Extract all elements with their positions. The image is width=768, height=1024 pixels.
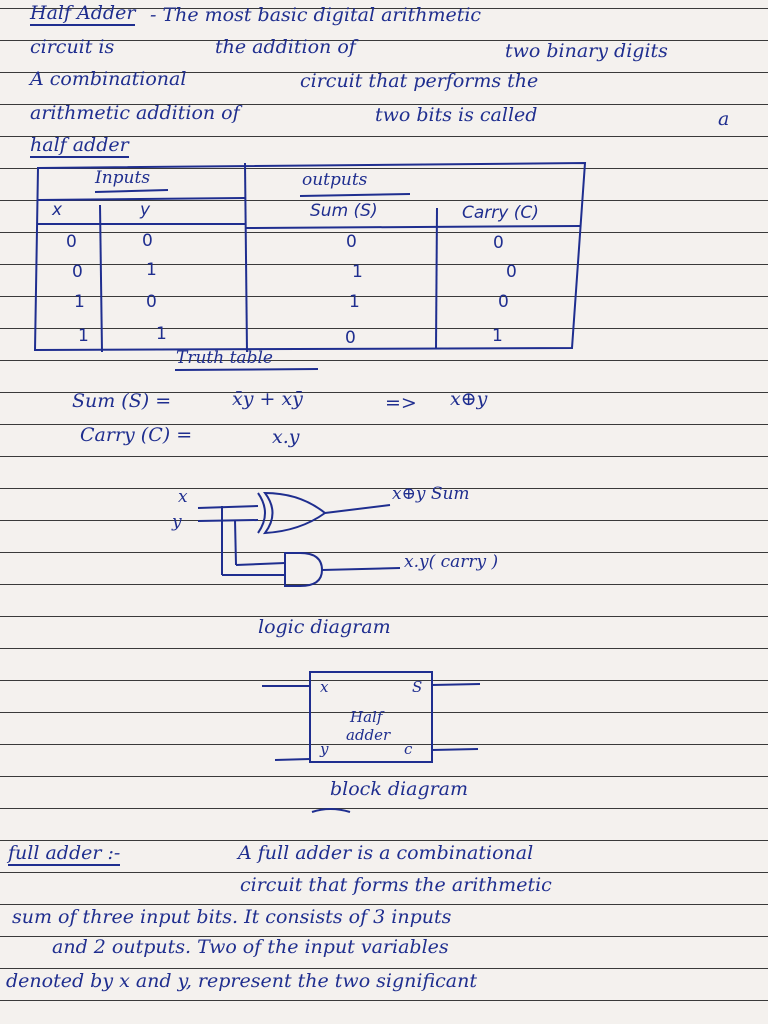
- row2-x: 0: [72, 262, 83, 282]
- xor-gate-extra-arc: [258, 493, 265, 533]
- row1-sum: 0: [346, 232, 357, 252]
- header-rule-right: [246, 226, 580, 228]
- header-y: y: [140, 200, 151, 220]
- row2-sum: 1: [352, 262, 363, 282]
- and-gate: [285, 553, 322, 586]
- inputs-label-underline: [95, 190, 168, 192]
- logic-input-x: x: [178, 487, 188, 507]
- half-adder-line2b: the addition of: [215, 36, 356, 58]
- half-adder-line4a: arithmetic addition of: [30, 102, 240, 124]
- row3-sum: 1: [349, 292, 360, 312]
- block-diagram-caption: block diagram: [330, 778, 469, 800]
- block-label-y: y: [320, 740, 329, 758]
- sum-equation-rhs: x̄y + xȳ: [232, 388, 303, 410]
- full-adder-line1: A full adder is a combinational: [238, 842, 534, 864]
- row3-y: 0: [146, 292, 157, 312]
- header-sum: Sum (S): [310, 201, 378, 221]
- half-adder-heading: Half Adder: [30, 2, 136, 24]
- carry-equation-rhs: x.y: [272, 426, 300, 448]
- truth-table-caption: Truth table: [176, 348, 273, 368]
- outputs-group-label: outputs: [302, 170, 368, 190]
- half-adder-line4b: two bits is called: [375, 104, 538, 126]
- block-out-c: [432, 749, 478, 750]
- truth-table-output-divider: [436, 208, 437, 348]
- block-label-c: c: [404, 740, 413, 758]
- wire-sum-out: [325, 505, 390, 513]
- logic-diagram-caption: logic diagram: [258, 616, 391, 638]
- half-adder-line1: - The most basic digital arithmetic: [150, 4, 482, 26]
- header-x: x: [52, 200, 63, 220]
- carry-equation-lhs: Carry (C) =: [80, 424, 193, 446]
- block-out-s: [432, 684, 480, 685]
- logic-input-y: y: [172, 512, 182, 532]
- full-adder-heading: full adder :-: [8, 842, 121, 864]
- row1-carry: 0: [493, 233, 504, 253]
- block-label-half: Half: [350, 708, 383, 726]
- truth-table-caption-underline: [175, 369, 318, 370]
- full-adder-line5: denoted by x and y, represent the two significant: [6, 970, 477, 992]
- header-carry: Carry (C): [462, 203, 539, 223]
- full-adder-line3: sum of three input bits. It consists of 3 inputs: [12, 906, 452, 928]
- full-adder-line4: and 2 outputs. Two of the input variables: [52, 936, 449, 958]
- inputs-group-label: Inputs: [95, 168, 151, 188]
- block-label-x: x: [320, 678, 329, 696]
- row4-y: 1: [156, 324, 167, 344]
- wire-carry-out: [322, 568, 400, 570]
- sum-equation-lhs: Sum (S) =: [72, 390, 172, 412]
- row2-carry: 0: [506, 262, 517, 282]
- row1-y: 0: [142, 231, 153, 251]
- half-adder-line2c: two binary digits: [505, 40, 668, 62]
- half-adder-line2a: circuit is: [30, 36, 115, 58]
- row2-y: 1: [146, 260, 157, 280]
- wire-y-down: [235, 520, 236, 565]
- wire-y-to-and: [236, 563, 285, 565]
- sum-equation-arrow: =>: [385, 392, 417, 414]
- xor-gate: [265, 493, 325, 533]
- full-adder-line2: circuit that forms the arithmetic: [240, 874, 552, 896]
- row3-x: 1: [74, 292, 85, 312]
- block-label-adder: adder: [346, 726, 391, 744]
- truth-table-input-divider: [100, 205, 102, 352]
- block-label-s: S: [412, 678, 423, 696]
- row3-carry: 0: [498, 292, 509, 312]
- row1-x: 0: [66, 232, 77, 252]
- logic-carry-output: x.y( carry ): [404, 552, 499, 572]
- wire-x: [198, 506, 258, 508]
- sum-equation-result: x⊕y: [450, 388, 488, 410]
- block-caption-underline: [312, 809, 350, 812]
- logic-sum-output: x⊕y Sum: [392, 484, 470, 504]
- half-adder-line3a: A combinational: [30, 68, 187, 90]
- half-adder-line4c: a: [718, 108, 730, 130]
- truth-table-group-divider: [245, 163, 247, 352]
- row4-x: 1: [78, 326, 89, 346]
- half-adder-line5: half adder: [30, 134, 129, 156]
- row4-carry: 1: [492, 326, 503, 346]
- row4-sum: 0: [345, 328, 356, 348]
- wire-y: [198, 520, 258, 521]
- outputs-label-underline: [300, 194, 410, 196]
- half-adder-line3b: circuit that performs the: [300, 70, 539, 92]
- block-in-y: [275, 759, 310, 760]
